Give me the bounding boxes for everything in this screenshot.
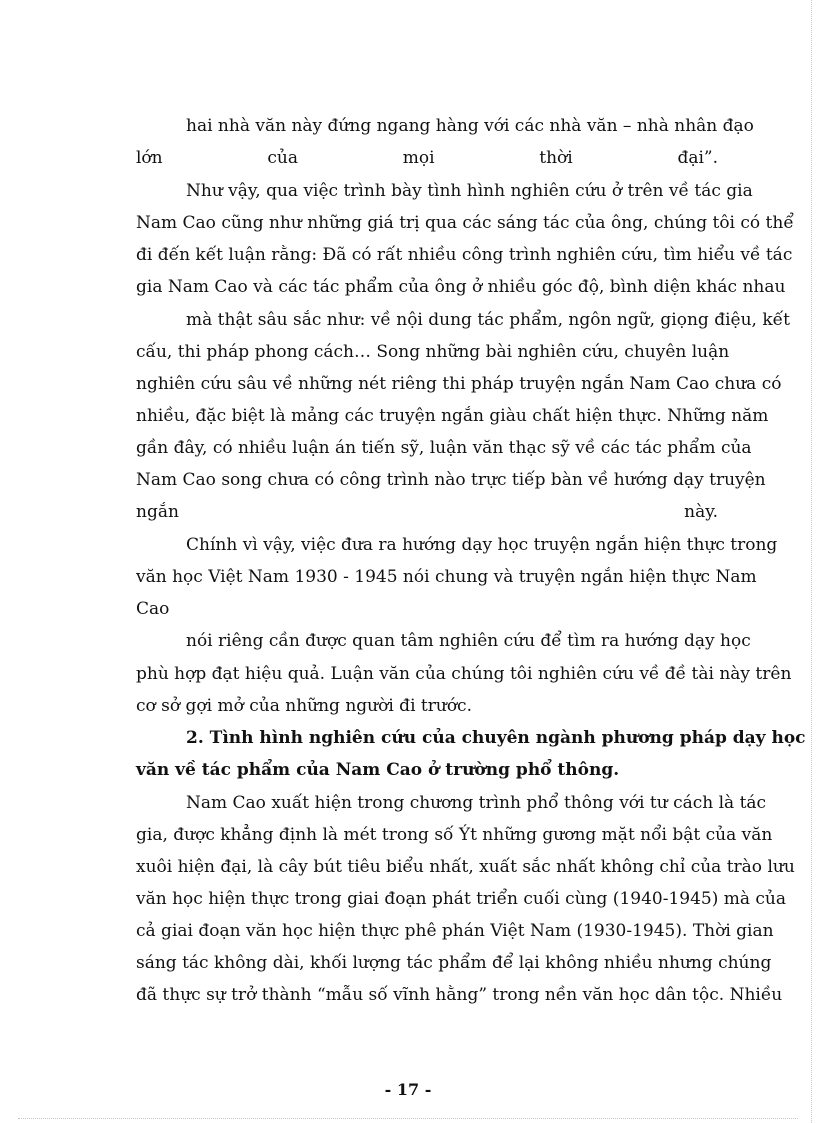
text-line: Cao [136, 599, 170, 619]
text-line: nói riêng cần được quan tâm nghiên cứu để tìm ra hướng dạy học [186, 631, 751, 651]
text-line: phù hợp đạt hiệu quả. Luận văn của chúng tôi nghiên cứu về đề tài này trên [136, 664, 792, 684]
text-line: cấu, thi pháp phong cách… Song những bài nghiên cứu, chuyên luận [136, 342, 730, 362]
text-line: cả giai đoạn văn học hiện thực phê phán Việt Nam (1930-1945). Thời gian [136, 921, 774, 941]
text-line: đi đến kết luận rằng: Đã có rất nhiều công trình nghiên cứu, tìm hiểu về tác [136, 245, 793, 265]
text-line: mà thật sâu sắc như: về nội dung tác phẩm, ngôn ngữ, giọng điệu, kết [186, 310, 790, 330]
text-line: Như vậy, qua việc trình bày tình hình nghiên cứu ở trên về tác gia [186, 181, 753, 201]
text-line: văn học Việt Nam 1930 - 1945 nói chung và truyện ngắn hiện thực Nam [136, 567, 757, 587]
section-heading-line: văn về tác phẩm của Nam Cao ở trường phổ thông. [136, 760, 620, 780]
section-heading-line: 2. Tình hình nghiên cứu của chuyên ngành phương pháp dạy học [186, 728, 806, 748]
text-line: Nam Cao xuất hiện trong chương trình phổ thông với tư cách là tác [186, 793, 767, 813]
text-line: nhiều, đặc biệt là mảng các truyện ngắn giàu chất hiện thực. Những năm [136, 406, 769, 426]
text-line: gia, được khẳng định là mét trong số Ýt những gương mặt nổi bật của văn [136, 825, 773, 845]
text-line: đã thực sự trở thành “mẫu số vĩnh hằng” trong nền văn học dân tộc. Nhiều [136, 985, 783, 1005]
text-line: gần đây, có nhiều luận án tiến sỹ, luận văn thạc sỹ về các tác phẩm của [136, 438, 752, 458]
text-line: ngắn này. [136, 502, 718, 522]
text-line: Nam Cao cũng như những giá trị qua các sáng tác của ông, chúng tôi có thể [136, 213, 794, 233]
text-line: sáng tác không dài, khối lượng tác phẩm để lại không nhiều nhưng chúng [136, 953, 772, 973]
text-line: xuôi hiện đại, là cây bút tiêu biểu nhất, xuất sắc nhất không chỉ của trào lưu [136, 857, 795, 877]
page-number: - 17 - [384, 1080, 432, 1099]
text-line: văn học hiện thực trong giai đoạn phát triển cuối cùng (1940-1945) mà của [136, 889, 787, 909]
text-line: Chính vì vậy, việc đưa ra hướng dạy học truyện ngắn hiện thực trong [186, 535, 778, 555]
text-line: gia Nam Cao và các tác phẩm của ông ở nhiều góc độ, bình diện khác nhau [136, 277, 786, 297]
text-line: Nam Cao song chưa có công trình nào trực tiếp bàn về hướng dạy truyện [136, 470, 766, 490]
text-line: cơ sở gợi mở của những người đi trước. [136, 696, 472, 716]
text-line: hai nhà văn này đứng ngang hàng với các nhà văn – nhà nhân đạo [186, 116, 754, 136]
page-bottom-border [18, 1118, 798, 1119]
page-right-border [811, 0, 812, 1123]
text-line: nghiên cứu sâu về những nét riêng thi pháp truyện ngắn Nam Cao chưa có [136, 374, 782, 394]
text-line: lớn của mọi thời đại”. [136, 148, 718, 168]
